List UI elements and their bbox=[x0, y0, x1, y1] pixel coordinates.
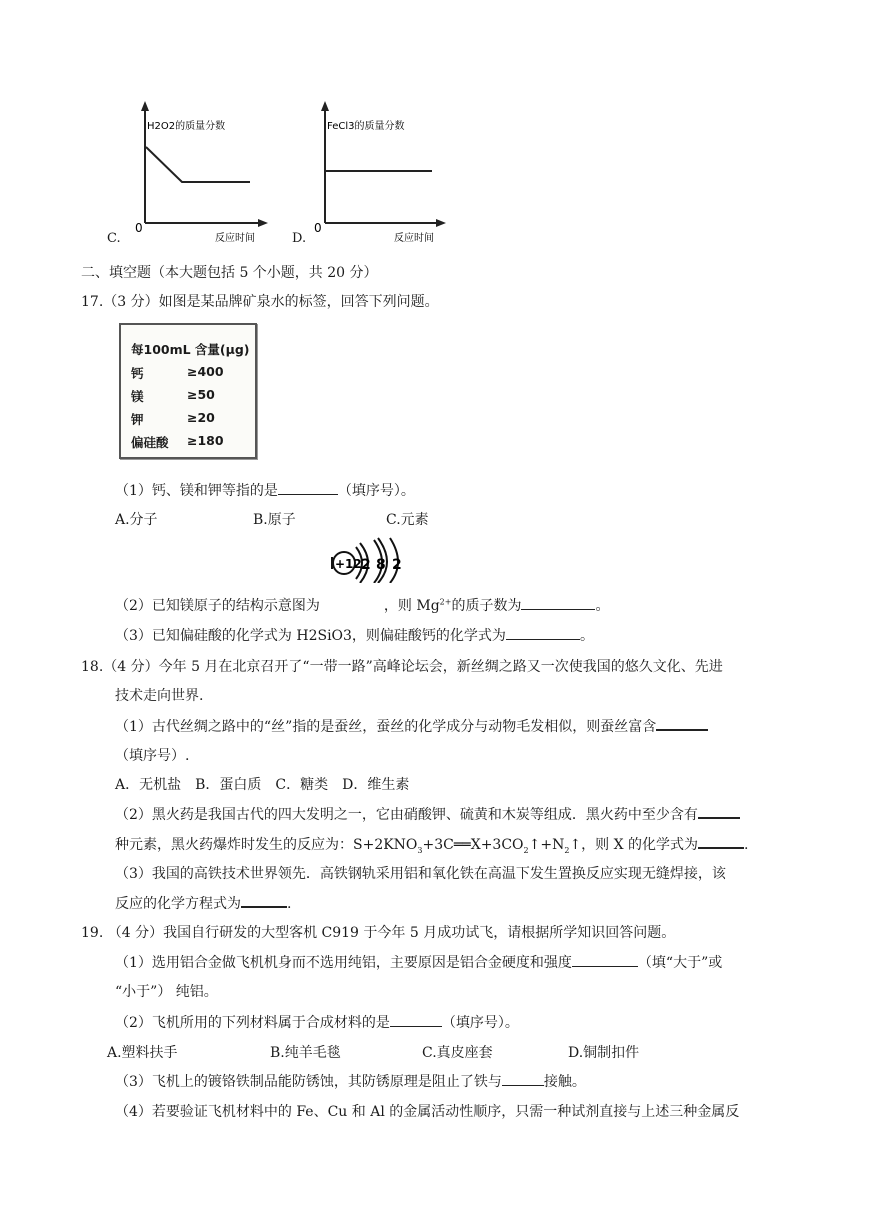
q18-part1-tail: （填序号）. bbox=[115, 748, 190, 764]
q19-part1: （1）选用铝合金做飞机机身而不选用纯铝，主要原因是铝合金硬度和强度 （填“大于”或 bbox=[115, 952, 722, 972]
q19-stem: 19. （4 分）我国自行研发的大型客机 C919 于今年 5 月成功试飞，请根据所学知识回答问题。 bbox=[81, 925, 676, 941]
answer-blank[interactable] bbox=[656, 715, 708, 731]
q17-part2: （2）已知镁原子的结构示意图为 ，则 $Mg^{2+}$的质子数为 。 bbox=[115, 595, 609, 615]
q17-stem: 17.（3 分）如图是某品牌矿泉水的标签，回答下列问题。 bbox=[81, 294, 439, 310]
q17-option-a: A.分子 bbox=[115, 512, 158, 528]
q17-option-c: C.元素 bbox=[386, 512, 429, 528]
answer-blank[interactable] bbox=[521, 595, 595, 610]
label-row-name: 镁 bbox=[131, 389, 144, 404]
data-line bbox=[146, 147, 250, 182]
graph-c bbox=[100, 95, 270, 247]
q17-part3: （3）已知偏硅酸的化学式为 H2SiO3，则偏硅酸钙的化学式为 。 bbox=[115, 625, 594, 645]
shell-electrons: 2 bbox=[361, 557, 371, 573]
q19-option-d: D.铜制扣件 bbox=[568, 1045, 640, 1061]
label-row-value: ≥400 bbox=[187, 364, 224, 379]
q18-part3-line1: （3）我国的高铁技术世界领先．高铁钢轨采用铝和氧化铁在高温下发生置换反应实现无缝焊接，该 bbox=[115, 866, 726, 882]
origin-label: 0 bbox=[314, 221, 322, 235]
label-row-value: ≥50 bbox=[187, 387, 215, 402]
q19-option-c: C.真皮座套 bbox=[422, 1045, 493, 1061]
answer-blank[interactable] bbox=[241, 892, 287, 908]
y-axis-label: FeCl3的质量分数 bbox=[327, 121, 405, 132]
x-arrow bbox=[436, 219, 446, 227]
answer-blank[interactable] bbox=[502, 1071, 544, 1086]
label-row-name: 偏硅酸 bbox=[131, 435, 169, 450]
q18-stem-line1: 18.（4 分）今年 5 月在北京召开了“一带一路”高峰论坛会，新丝绸之路又一次使我国的悠久文化、先进 bbox=[81, 659, 723, 675]
label-row-value: ≥180 bbox=[187, 433, 224, 448]
answer-blank[interactable] bbox=[572, 952, 638, 967]
shell-electrons: 2 bbox=[392, 557, 402, 573]
origin-label: 0 bbox=[135, 221, 143, 235]
label-row-value: ≥20 bbox=[187, 410, 215, 425]
x-arrow bbox=[258, 219, 268, 227]
y-arrow bbox=[141, 101, 149, 111]
q19-part4: （4）若要验证飞机材料中的 Fe、Cu 和 Al 的金属活动性顺序，只需一种试剂直接与上述三种金属反 bbox=[115, 1104, 740, 1120]
y-axis-label: H2O2的质量分数 bbox=[147, 121, 226, 132]
answer-blank[interactable] bbox=[390, 1012, 442, 1027]
shell-electrons: 8 bbox=[376, 557, 386, 573]
nucleus-charge: +12 bbox=[335, 557, 362, 571]
section-title: 二、填空题（本大题包括 5 个小题，共 20 分） bbox=[81, 265, 378, 281]
answer-blank[interactable] bbox=[698, 833, 744, 849]
y-arrow bbox=[321, 101, 329, 111]
answer-blank[interactable] bbox=[506, 625, 580, 640]
mineral-water-label bbox=[119, 323, 257, 459]
q19-part1-tail: “小于”） 纯铝。 bbox=[115, 984, 218, 1000]
q19-part3: （3）飞机上的镀铬铁制品能防锈蚀，其防锈原理是阻止了铁与 接触。 bbox=[115, 1071, 586, 1091]
q18-part3-line2: 反应的化学方程式为 . bbox=[115, 892, 291, 913]
x-axis-label: 反应时间 bbox=[215, 233, 255, 244]
q18-part2-equation: 种元素，黑火药爆炸时发生的反应为：$S+2KNO_3+3C══X+3CO_2↑+N_2↑$，则 X 的化学式为 . bbox=[115, 833, 749, 855]
q19-option-a: A.塑料扶手 bbox=[107, 1045, 178, 1061]
option-d-label: D. bbox=[292, 231, 307, 246]
label-header: 每100mL 含量(μg) bbox=[131, 342, 250, 357]
label-row-name: 钙 bbox=[131, 366, 144, 381]
q17-part1: （1）钙、镁和钾等指的是 （填序号）。 bbox=[115, 480, 415, 500]
q18-options: A．无机盐 B．蛋白质 C．糖类 D．维生素 bbox=[115, 777, 410, 793]
q18-part2: （2）黑火药是我国古代的四大发明之一，它由硝酸钾、硫黄和木炭等组成．黑火药中至少含有 bbox=[115, 803, 740, 824]
x-axis-label: 反应时间 bbox=[394, 233, 434, 244]
q19-option-b: B.纯羊毛毯 bbox=[270, 1045, 341, 1061]
q17-option-b: B.原子 bbox=[253, 512, 296, 528]
q18-stem-line2: 技术走向世界. bbox=[115, 688, 204, 704]
magnesium-atom-diagram bbox=[330, 537, 410, 583]
label-row-name: 钾 bbox=[131, 412, 144, 427]
option-c-label: C. bbox=[107, 231, 121, 246]
q19-part2: （2）飞机所用的下列材料属于合成材料的是 （填序号）。 bbox=[115, 1012, 519, 1032]
q18-part1: （1）古代丝绸之路中的“丝”指的是蚕丝，蚕丝的化学成分与动物毛发相似，则蚕丝富含 bbox=[115, 715, 708, 736]
graph-d bbox=[290, 95, 450, 247]
answer-blank[interactable] bbox=[698, 803, 740, 819]
answer-blank[interactable] bbox=[278, 480, 338, 495]
